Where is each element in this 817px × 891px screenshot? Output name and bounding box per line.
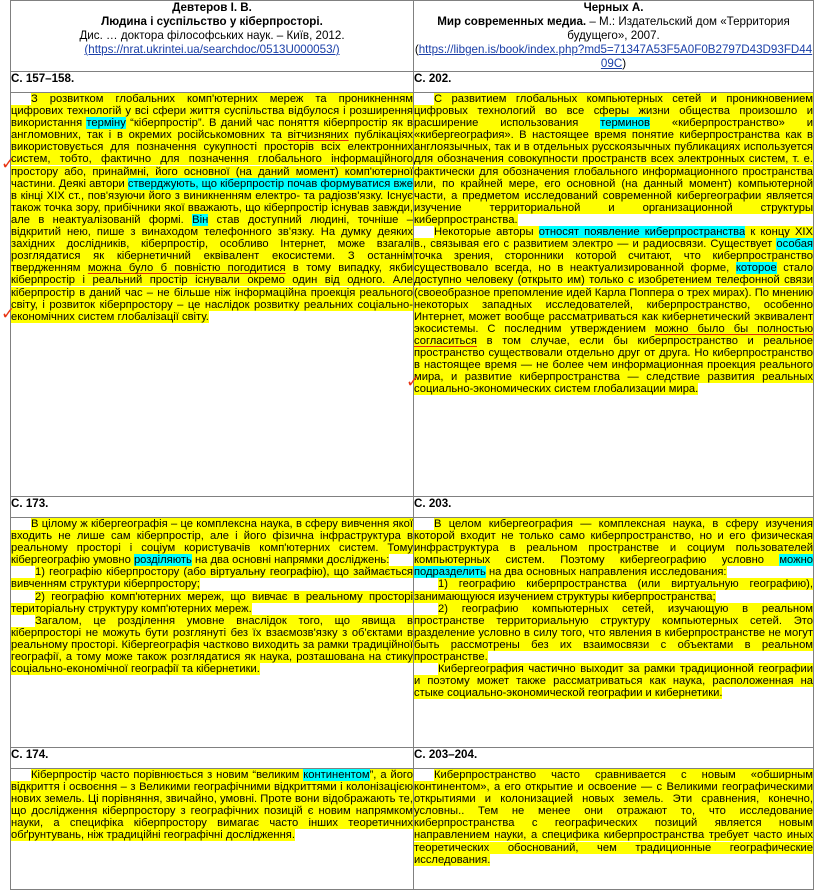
left-passage — [11, 769, 414, 890]
text-fragment: стало доступно человеку (открыто им) только с изобретением телефонной связи (своеобразное препомление идей Карла Поппера о трех мирах). По мнению некоторых западных исследователей, киберпространство, особенно Интернет, может вообще рассматриваться как кибернетический эквивалент экосистемы. С последним утверждением — [414, 262, 813, 335]
right-passage — [414, 769, 814, 890]
highlight-word: особая — [776, 238, 813, 251]
text-fragment: В цілому ж кібергеографія – це — [31, 518, 197, 530]
right-source-header — [414, 1, 814, 72]
text-fragment: комплексна наука — [196, 518, 290, 530]
highlight-term: терміну — [86, 117, 126, 130]
highlight-word: континентом — [303, 769, 370, 781]
text-fragment: точка зрения, сторонники которой считают, что киберпространство существовало всегда, но в неактуализированной форме, — [414, 250, 813, 275]
highlight-term: терминов — [600, 117, 650, 130]
text-fragment: Некоторые авторы — [434, 226, 539, 239]
left-author: Девтеров І. В. — [172, 1, 252, 14]
right-title-line — [414, 15, 813, 43]
highlight-word: Він — [192, 213, 209, 226]
check-mark-icon: ✓ — [406, 372, 421, 392]
text-fragment: “кіберпростір”. В даний час поняття кіберпростір як в англомовних, так і в окремих російськомовних та — [11, 117, 413, 142]
right-source-link-wrap — [414, 43, 813, 71]
check-mark-icon: ✓ — [1, 154, 16, 174]
text-row — [11, 93, 814, 497]
text-fragment: С развитием глобальных компьютерных сетей и проникновением цифровых технологий во все сферы жизни общества произошло и расширение использования — [414, 93, 813, 130]
highlight-phrase: относят появление киберпространства — [538, 226, 746, 239]
left-passage — [11, 93, 414, 497]
page-row — [11, 72, 814, 93]
highlight-word: розділяють — [133, 554, 192, 567]
right-link-close: ) — [622, 57, 627, 70]
list-item: 2) географию компьютерных сетей, изучающую в реальном пространстве территориальную структуру компьютерных сетей. Это разделение условно в силу того, что явления в киберпространстве не могут быть рассмотрены без их взаимосвязи с объектами в реальном пространстве. — [414, 602, 813, 664]
right-description: – М.: Издательский дом «Территория будущего», 2007. — [567, 15, 790, 42]
underlined-word: вітчизняних — [287, 129, 349, 142]
text-row — [11, 518, 814, 748]
underlined-phrase: можно было бы полностью согласиться — [414, 322, 813, 347]
highlight-phrase: можно подразделить — [414, 554, 813, 579]
right-link-open: ( — [414, 43, 419, 56]
text-fragment: З розвитком глобальних комп'ютерних мереж та проникненням цифрових технологій у всі сфери життя суспільства відбулося і розширення використання — [11, 93, 413, 130]
text-fragment: публікаціях використовується для позначення сукупності просторів всіх електронних систем, тобто, фактично для позначення глобального інформаційного простору або, принаймні, його основної (на даний момент) комп'ютерної частини. Деякі автори — [11, 129, 414, 190]
text-fragment: «киберпространство» и «кибергеография». В настоящее время понятие киберпространства как в англоязычных, так и в отдельных русскоязычных публикациях используется для обозначения совокупности пространств всех электронных систем, т. е. фактически для обозначения глобального информационного пространства или, по крайней мере, его основной (на данный момент) компьютерной части, а предметом исследований современной кибергеографии является изучение территориальной и организационной структуры киберпространства. — [414, 117, 813, 226]
text-fragment: , в сферу вивчення якої входить не лише сам кіберпростір, але і його фізична інфраструктура в реальному просторі і соціум користувачів комп'ютерних систем. Тому кібергеографію умовно — [11, 518, 413, 567]
left-title: Людина і суспільство у кіберпросторі. — [101, 15, 323, 28]
left-page-ref: С. 157–158. — [11, 72, 414, 93]
text-fragment: в кінці XIX ст., пов'язуючи його з виникненням електро- та радіозв'язку. Існує також точка зору, прибічники якої вважають, що кіберпростір існував завжди, але в неактуалізованій формі. — [11, 189, 413, 226]
right-author: Черных А. — [583, 1, 644, 14]
text-fragment: к концу XIX в., связывая его с развитием электро — и радиосвязи. Существует — [414, 226, 814, 251]
text-fragment: на два основні напрямки досліджень: — [191, 554, 390, 567]
right-page-ref: С. 202. — [414, 72, 814, 93]
underlined-phrase: можна було б повністю погодитися — [87, 262, 286, 275]
text-fragment: Загалом, це розділення умовне внаслідок того, що явища в кіберпросторі не можуть бути розглянуті без їх взаємозв'язку з об'єктами в реальному просторі. Кібергеографія частково виходить за рамки традиційної географії, а тому може також розглядатися як наука, розташована на стику соціально-економічної географії та кібернетики. — [11, 614, 413, 676]
text-fragment: став доступний людині, точніше – відкритий нею, пише з винаходом телефонного зв'язку. На думку деяких західних дослідників, кіберпростір, особливо Інтернет, може взагалі розглядатися як кібернетичний еквівалент екосистеми. З останнім твердженням — [11, 213, 413, 275]
check-mark-icon: ✓ — [1, 304, 16, 324]
right-title: Мир современных медиа. — [437, 15, 587, 28]
right-page-ref: С. 203–204. — [414, 748, 814, 769]
left-passage — [11, 518, 414, 748]
right-passage — [414, 93, 814, 497]
page-row — [11, 748, 814, 769]
text-fragment: в тому випадку, якби кіберпростір і реальний простір існували окремо один від одного. Але кіберпростір в даний час – не більше ніж інформаційна проекція реального світу, і розвиток кіберпростору – це наслідок розвитку реальних соціально-економічних систем глобалізації світу. — [11, 262, 414, 323]
left-source-header — [11, 1, 414, 72]
right-passage — [414, 518, 814, 748]
left-page-ref: С. 174. — [11, 748, 414, 769]
text-fragment: Кибергеография частично выходит за рамки традиционной географии и поэтому может также рассматриваться как наука, расположенная на стыке социально-экономической географии и кибернетики. — [414, 663, 813, 700]
list-item: 1) географию киберпространства (или виртуальную географию), занимающуюся изучением структуры киберпространства; — [414, 578, 813, 603]
left-source-link[interactable]: (https://nrat.ukrintei.ua/searchdoc/0513U000053/) — [84, 43, 340, 56]
highlight-word: которое — [735, 262, 777, 275]
right-source-link[interactable]: https://libgen.is/book/index.php?md5=71347A53F5A0F0B2797D43D93FD4409C — [418, 43, 813, 70]
list-item: 2) географію комп'ютерних мереж, що вивчає в реальному просторі територіальну структуру комп'ютерних мереж. — [11, 590, 413, 615]
text-row — [11, 769, 814, 890]
text-fragment: Кіберпростір часто порівнюється з новим “великим — [31, 769, 304, 781]
left-page-ref: С. 173. — [11, 497, 414, 518]
text-fragment: на два основных направления исследования: — [485, 566, 727, 579]
right-page-ref: С. 203. — [414, 497, 814, 518]
left-description: Дис. … доктора філософських наук. – Київ, 2012. — [79, 29, 345, 42]
list-item: 1) географію кіберпростору (або віртуальну географію), що займається вивченням структури кіберпростору; — [11, 566, 413, 591]
comparison-table — [10, 0, 814, 890]
highlight-phrase: стверджують, що кіберпростір почав формуватися вже — [127, 177, 413, 190]
text-fragment: в том случае, если бы киберпространство и реальное пространство существовали отдельно друг от друга. Но киберпространство в настоящее время — не более чем информационная проекция реального мира, и развитие киберпространства — следствие развития реальных социально-экономических систем глобализации мира. — [414, 334, 813, 396]
text-fragment: ”, а його відкриття і освоєння – з Великими географічними відкриттями і колонізацією нових земель. Ці порівняння, звичайно, умовні. Проте вони відображають те, що дослідження кіберпростору з географічних позицій є новим напрямком науки, а специфіка кіберпростору вимагає часто інших теоретичних обґрунтувань, ніж традиційні географічні дослідження. — [11, 769, 413, 842]
text-fragment: Киберпространство часто сравнивается с новым «обширным континентом», а его открытие и освоение — с Великими географическими открытиями и колонизацией новых земель. Эти сравнения, конечно, условны.. Тем не менее они отражают то, что исследование киберпространства с географических позиций является новым направлением науки, а специфика киберпространства требует часто иных теоретических обоснований, чем традиционные географические исследования. — [414, 769, 813, 866]
page-row — [11, 497, 814, 518]
text-fragment: В целом кибергеография — комплексная наука, в сферу изучения которой входит не только само киберпространство, но и его физическая инфраструктура в реальном пространстве и социум пользователей компьютерных систем. Поэтому кибергеографию условно — [414, 518, 813, 567]
header-row — [11, 1, 814, 72]
